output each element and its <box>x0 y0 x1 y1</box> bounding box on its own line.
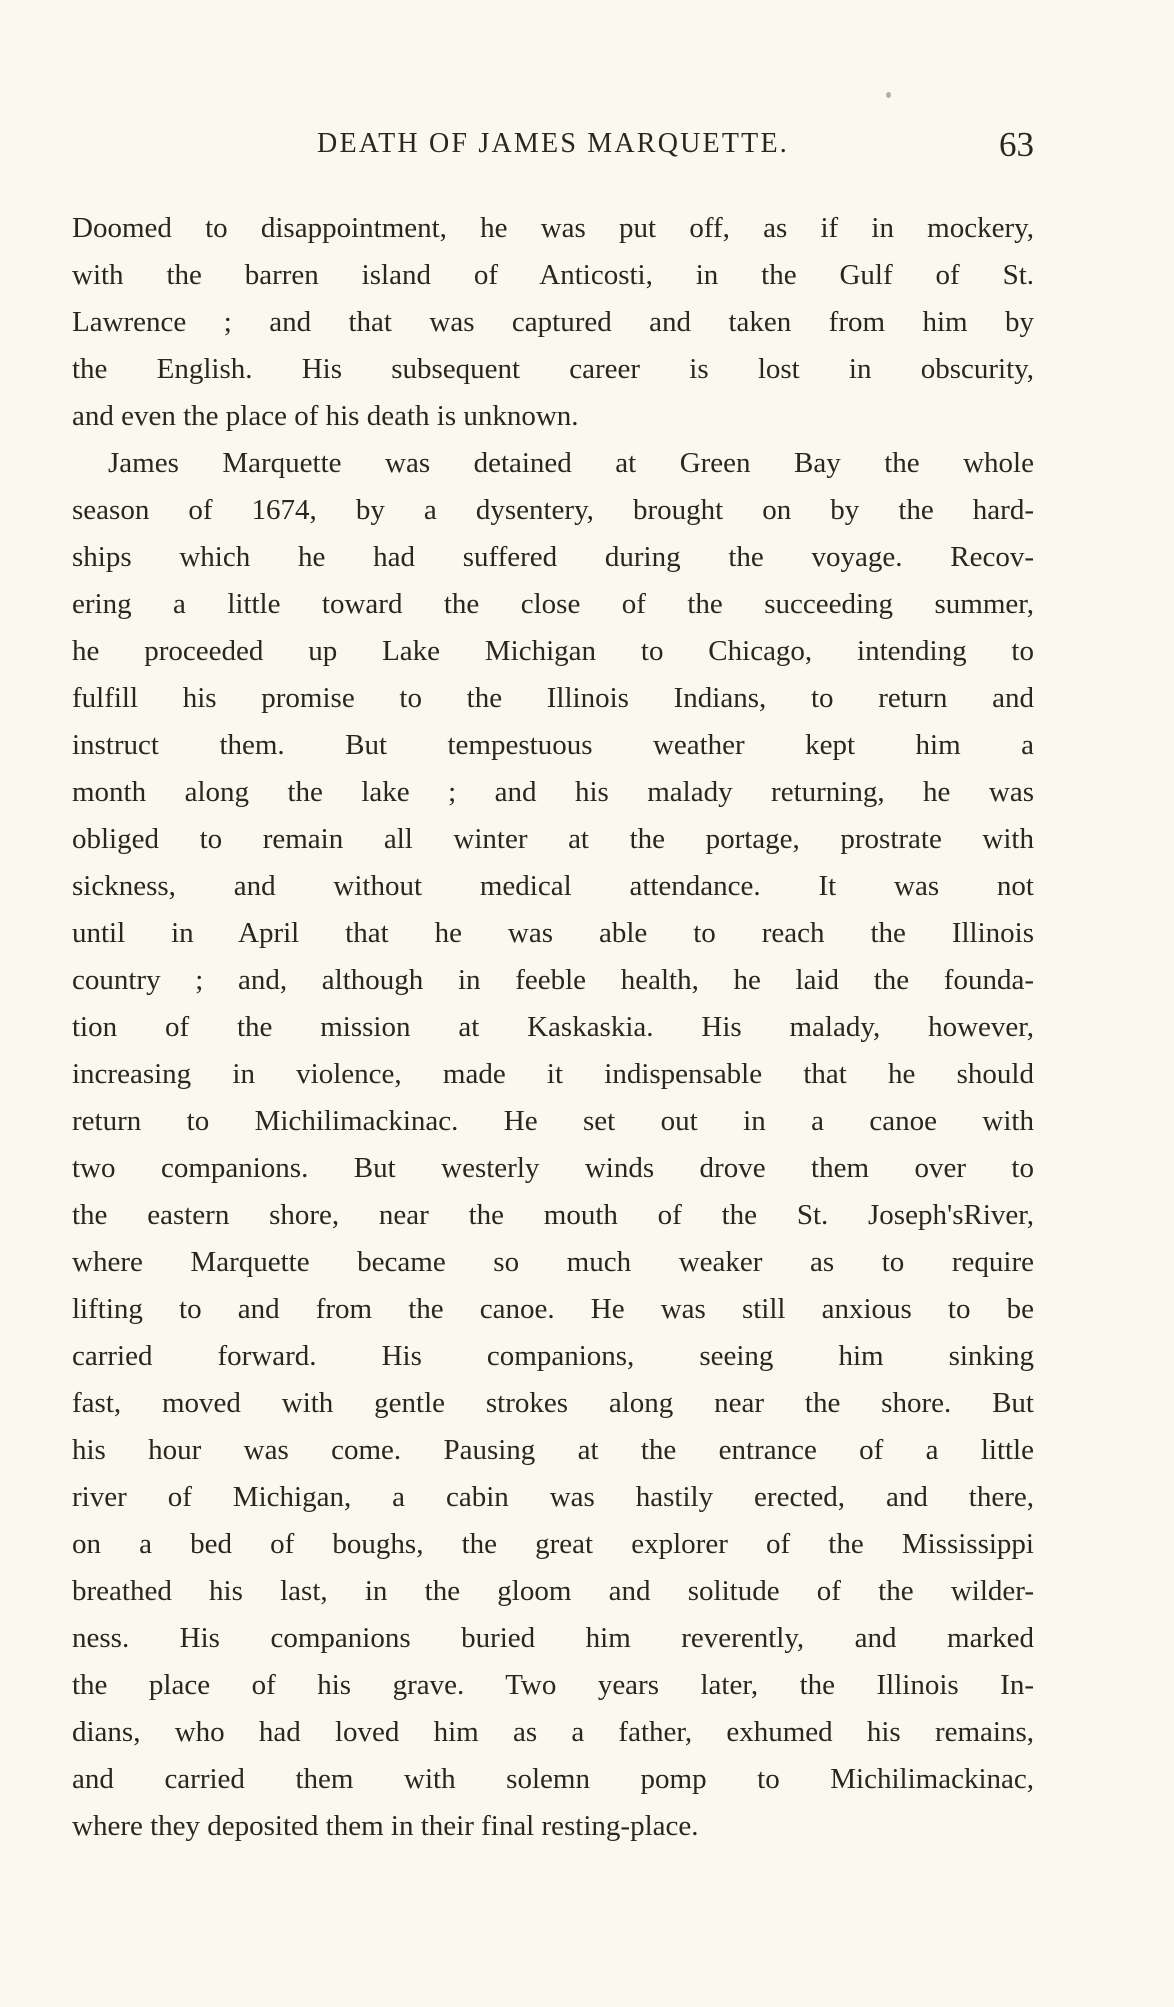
text-line: month along the lake ; and his malady returning, he was <box>72 776 1034 808</box>
page-number: 63 <box>999 125 1034 164</box>
text-line: ships which he had suffered during the voyage. Recov- <box>72 541 1034 573</box>
text-line: country ; and, although in feeble health, he laid the founda- <box>72 964 1034 996</box>
text-line: where they deposited them in their final resting-place. <box>72 1810 699 1842</box>
text-line: until in April that he was able to reach the Illinois <box>72 917 1034 949</box>
text-line: carried forward. His companions, seeing him sinking <box>72 1340 1034 1372</box>
text-line: with the barren island of Anticosti, in the Gulf of St. <box>72 259 1034 291</box>
text-line: river of Michigan, a cabin was hastily erected, and there, <box>72 1481 1034 1513</box>
running-title: DEATH OF JAMES MARQUETTE. <box>317 128 789 159</box>
text-line: obliged to remain all winter at the portage, prostrate with <box>72 823 1034 855</box>
text-line: ering a little toward the close of the succeeding summer, <box>72 588 1034 620</box>
text-line: breathed his last, in the gloom and solitude of the wilder- <box>72 1575 1034 1607</box>
text-line: his hour was come. Pausing at the entrance of a little <box>72 1434 1034 1466</box>
text-line: lifting to and from the canoe. He was still anxious to be <box>72 1293 1034 1325</box>
text-line: the English. His subsequent career is lost in obscurity, <box>72 353 1034 385</box>
text-line: fast, moved with gentle strokes along near the shore. But <box>72 1387 1034 1419</box>
text-line: fulfill his promise to the Illinois Indians, to return and <box>72 682 1034 714</box>
ink-speck <box>886 92 891 98</box>
text-line: instruct them. But tempestuous weather kept him a <box>72 729 1034 761</box>
text-line: where Marquette became so much weaker as to require <box>72 1246 1034 1278</box>
text-line: he proceeded up Lake Michigan to Chicago, intending to <box>72 635 1034 667</box>
text-line: on a bed of boughs, the great explorer of the Mississippi <box>72 1528 1034 1560</box>
text-line: sickness, and without medical attendance. It was not <box>72 870 1034 902</box>
text-line: Doomed to disappointment, he was put off, as if in mockery, <box>72 212 1034 244</box>
text-line: season of 1674, by a dysentery, brought on by the hard- <box>72 494 1034 526</box>
text-line: James Marquette was detained at Green Bay the whole <box>108 447 1034 479</box>
text-line: dians, who had loved him as a father, exhumed his remains, <box>72 1716 1034 1748</box>
text-line: the eastern shore, near the mouth of the St. Joseph'sRiver, <box>72 1199 1034 1231</box>
text-line: and even the place of his death is unknown. <box>72 400 579 432</box>
text-line: tion of the mission at Kaskaskia. His malady, however, <box>72 1011 1034 1043</box>
text-line: two companions. But westerly winds drove them over to <box>72 1152 1034 1184</box>
text-line: increasing in violence, made it indispensable that he should <box>72 1058 1034 1090</box>
text-line: return to Michilimackinac. He set out in a canoe with <box>72 1105 1034 1137</box>
body-text <box>72 205 1034 1850</box>
text-line: ness. His companions buried him reverently, and marked <box>72 1622 1034 1654</box>
running-head <box>72 125 1034 172</box>
text-line: Lawrence ; and that was captured and taken from him by <box>72 306 1034 338</box>
text-line: and carried them with solemn pomp to Michilimackinac, <box>72 1763 1034 1795</box>
text-line: the place of his grave. Two years later, the Illinois In- <box>72 1669 1034 1701</box>
